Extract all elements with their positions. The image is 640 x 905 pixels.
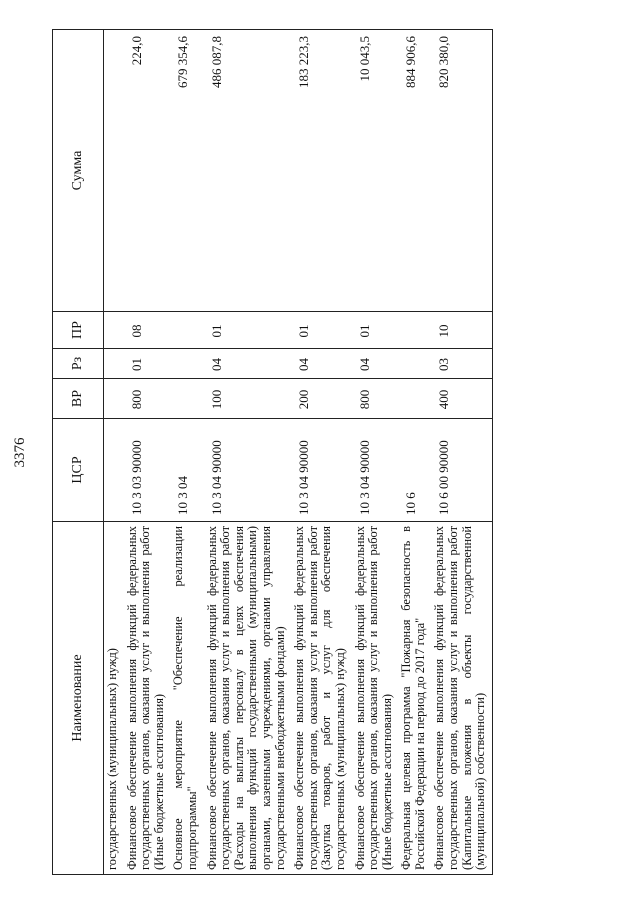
row-csr [104,419,124,522]
row-rz: 01 [124,349,171,379]
row-pr: 08 [124,312,171,349]
row-name: Финансовое обеспечение выполнения функций федеральных государственных органов, оказания услуг и выполнения работ (Иные бюджетные ассигнования) [124,522,171,875]
row-sum: 884 906,6 [398,30,431,312]
page-number: 3376 [12,437,28,468]
row-pr [398,312,431,349]
row-pr: 10 [431,312,492,349]
row-name: Финансовое обеспечение выполнения функций федеральных государственных органов, оказания услуг и выполнения работ (Закупка товаров, работ и услуг для обеспечения государственных (муниципальных) нужд) [291,522,351,875]
row-name: Финансовое обеспечение выполнения функций федеральных государственных органов, оказания услуг и выполнения работ (Расходы на выплаты персоналу в целях обеспечения выполнения функций государственными (муниципальными) органами, казенными учреждениями, органами управления государственными внебюджетными фондами) [204,522,292,875]
header-rz: Рз [53,349,104,379]
row-rz [170,349,203,379]
rotated-page [12,30,605,875]
row-vr [170,379,203,419]
row-csr: 10 6 [398,419,431,522]
row-pr: 01 [291,312,351,349]
row-vr: 800 [352,379,399,419]
row-rz [104,349,124,379]
row-vr [398,379,431,419]
row-sum: 820 380,0 [431,30,492,312]
table-row [204,30,292,875]
row-csr: 10 6 00 90000 [431,419,492,522]
row-name: Основное мероприятие "Обеспечение реализации подпрограммы" [170,522,203,875]
table-row [124,30,171,875]
table-row [352,30,399,875]
row-rz [398,349,431,379]
header-sum: Сумма [53,30,104,312]
budget-table [52,29,493,875]
header-csr: ЦСР [53,419,104,522]
row-csr: 10 3 04 90000 [291,419,351,522]
header-vr: ВР [53,379,104,419]
row-sum [104,30,124,312]
row-pr [104,312,124,349]
row-csr: 10 3 04 90000 [204,419,292,522]
row-sum: 224,0 [124,30,171,312]
header-name: Наименование [53,522,104,875]
table-row [170,30,203,875]
row-name: Финансовое обеспечение выполнения функций федеральных государственных органов, оказания услуг и выполнения работ (Капитальные вложения в объекты государственной (муниципальной) собственности) [431,522,492,875]
table-row [291,30,351,875]
row-vr: 200 [291,379,351,419]
row-name: Федеральная целевая программа "Пожарная безопасность в Российской Федерации на период до 2017 года" [398,522,431,875]
row-rz: 04 [204,349,292,379]
row-vr: 400 [431,379,492,419]
header-pr: ПР [53,312,104,349]
row-vr: 800 [124,379,171,419]
row-sum: 679 354,6 [170,30,203,312]
row-sum: 486 087,8 [204,30,292,312]
row-csr: 10 3 04 90000 [352,419,399,522]
table-row [398,30,431,875]
row-vr: 100 [204,379,292,419]
row-pr: 01 [204,312,292,349]
row-name: государственных (муниципальных) нужд) [104,522,124,875]
row-sum: 10 043,5 [352,30,399,312]
row-pr [170,312,203,349]
row-rz: 03 [431,349,492,379]
row-pr: 01 [352,312,399,349]
row-sum: 183 223,3 [291,30,351,312]
row-vr [104,379,124,419]
table-row [104,30,124,875]
row-rz: 04 [291,349,351,379]
row-name: Финансовое обеспечение выполнения функций федеральных государственных органов, оказания услуг и выполнения работ (Иные бюджетные ассигнования) [352,522,399,875]
table-row [431,30,492,875]
row-csr: 10 3 03 90000 [124,419,171,522]
table-header-row [53,30,104,875]
row-csr: 10 3 04 [170,419,203,522]
row-rz: 04 [352,349,399,379]
